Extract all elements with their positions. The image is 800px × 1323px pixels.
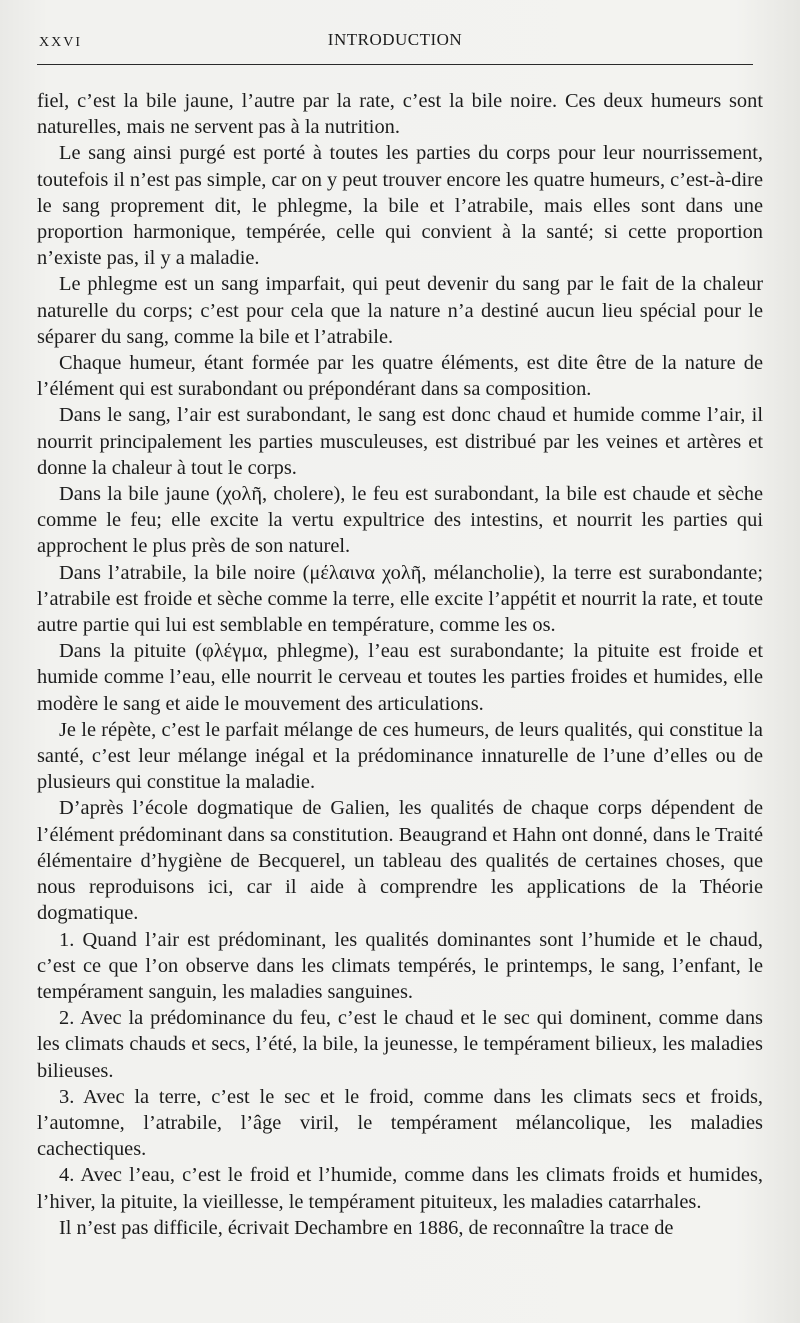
paragraph-atrabile: Dans l’atrabile, la bile noire (μέλαινα χολῆ, mélancholie), la terre est surabondante; l’atrabile est froide et sèche comme la terre, elle excite l’appétit et nourrit la rate, et toute autre partie qui lui est semblable en température, comme les os. <box>37 561 763 637</box>
running-title: INTRODUCTION <box>327 30 463 49</box>
running-header <box>37 30 753 54</box>
paragraph-final: Il n’est pas difficile, écrivait Dechambre en 1886, de reconnaître la trace de <box>59 1216 674 1239</box>
page-number: XXVI <box>39 35 82 50</box>
paragraph: Je le répète, c’est le parfait mélange de ces humeurs, de leurs qualités, qui constitue la santé, c’est leur mélange inégal et la prédominance innaturelle de l’une d’elles ou de plusieurs qui constitue la maladie. <box>37 718 763 794</box>
paragraph-galien: D’après l’école dogmatique de Galien, les qualités de chaque corps dépendent de l’élément prédominant dans sa constitution. Beaugrand et Hahn ont donné, dans le Traité élémentaire d’hygiène de Becquerel, un tableau des qualités de certaines choses, que nous reproduisons ici, car il aide à comprendre les applications de la Théorie dogmatique. <box>37 797 763 925</box>
paragraph: Le phlegme est un sang imparfait, qui peut devenir du sang par le fait de la chaleur naturelle du corps; c’est pour cela que la nature n’a destiné aucun lieu spécial pour le séparer du sang, comme la bile et l’atrabile. <box>37 273 763 348</box>
paragraph: Le sang ainsi purgé est porté à toutes les parties du corps pour leur nourrissement, toutefois il n’est pas simple, car on y peut trouver encore les quatre humeurs, c’est-à-dire le sang proprement dit, le phlegme, la bile et l’atrabile, mais elles sont dans une proportion harmonique, tempérée, celle qui convient à la santé; si cette proportion n’existe pas, il y a maladie. <box>37 142 763 270</box>
paragraph-pituite: Dans la pituite (φλέγμα, phlegme), l’eau est surabondante; la pituite est froide et humide comme l’eau, elle nourrit le cerveau et toutes les parties froides et humides, elle modère le sang et aide le mouvement des articulations. <box>37 640 763 715</box>
paragraph-continuation: fiel, c’est la bile jaune, l’autre par la rate, c’est la bile noire. Ces deux humeurs sont naturelles, mais ne servent pas à la nutrition. <box>37 90 763 139</box>
paragraph: Chaque humeur, étant formée par les quatre éléments, est dite être de la nature de l’élément qui est surabondant ou prépondérant dans sa composition. <box>37 352 763 401</box>
paragraph-sang: Dans le sang, l’air est surabondant, le sang est donc chaud et humide comme l’air, il nourrit principalement les parties musculeuses, est distribué par les veines et artères et donne la chaleur à tout le corps. <box>37 404 763 479</box>
list-item-4: 4. Avec l’eau, c’est le froid et l’humide, comme dans les climats froids et humides, l’hiver, la pituite, la vieillesse, le tempérament pituiteux, les maladies catarrhales. <box>37 1164 763 1213</box>
list-item-1: 1. Quand l’air est prédominant, les qualités dominantes sont l’humide et le chaud, c’est ce que l’on observe dans les climats tempérés, le printemps, le sang, l’enfant, le tempérament sanguin, les maladies sanguines. <box>37 928 763 1003</box>
body-text <box>37 88 763 1241</box>
header-rule <box>37 64 753 65</box>
paragraph-bile-jaune: Dans la bile jaune (χολῆ, cholere), le feu est surabondant, la bile est chaude et sèche comme le feu; elle excite la vertu expultrice des intestins, et nourrit les parties qui approchent le plus près de son naturel. <box>37 483 763 558</box>
list-item-2: 2. Avec la prédominance du feu, c’est le chaud et le sec qui dominent, comme dans les climats chauds et secs, l’été, la bile, la jeunesse, le tempérament bilieux, les maladies bilieuses. <box>37 1007 763 1082</box>
list-item-3: 3. Avec la terre, c’est le sec et le froid, comme dans les climats secs et froids, l’automne, l’atrabile, l’âge viril, le tempérament mélancolique, les maladies cachectiques. <box>37 1085 763 1161</box>
